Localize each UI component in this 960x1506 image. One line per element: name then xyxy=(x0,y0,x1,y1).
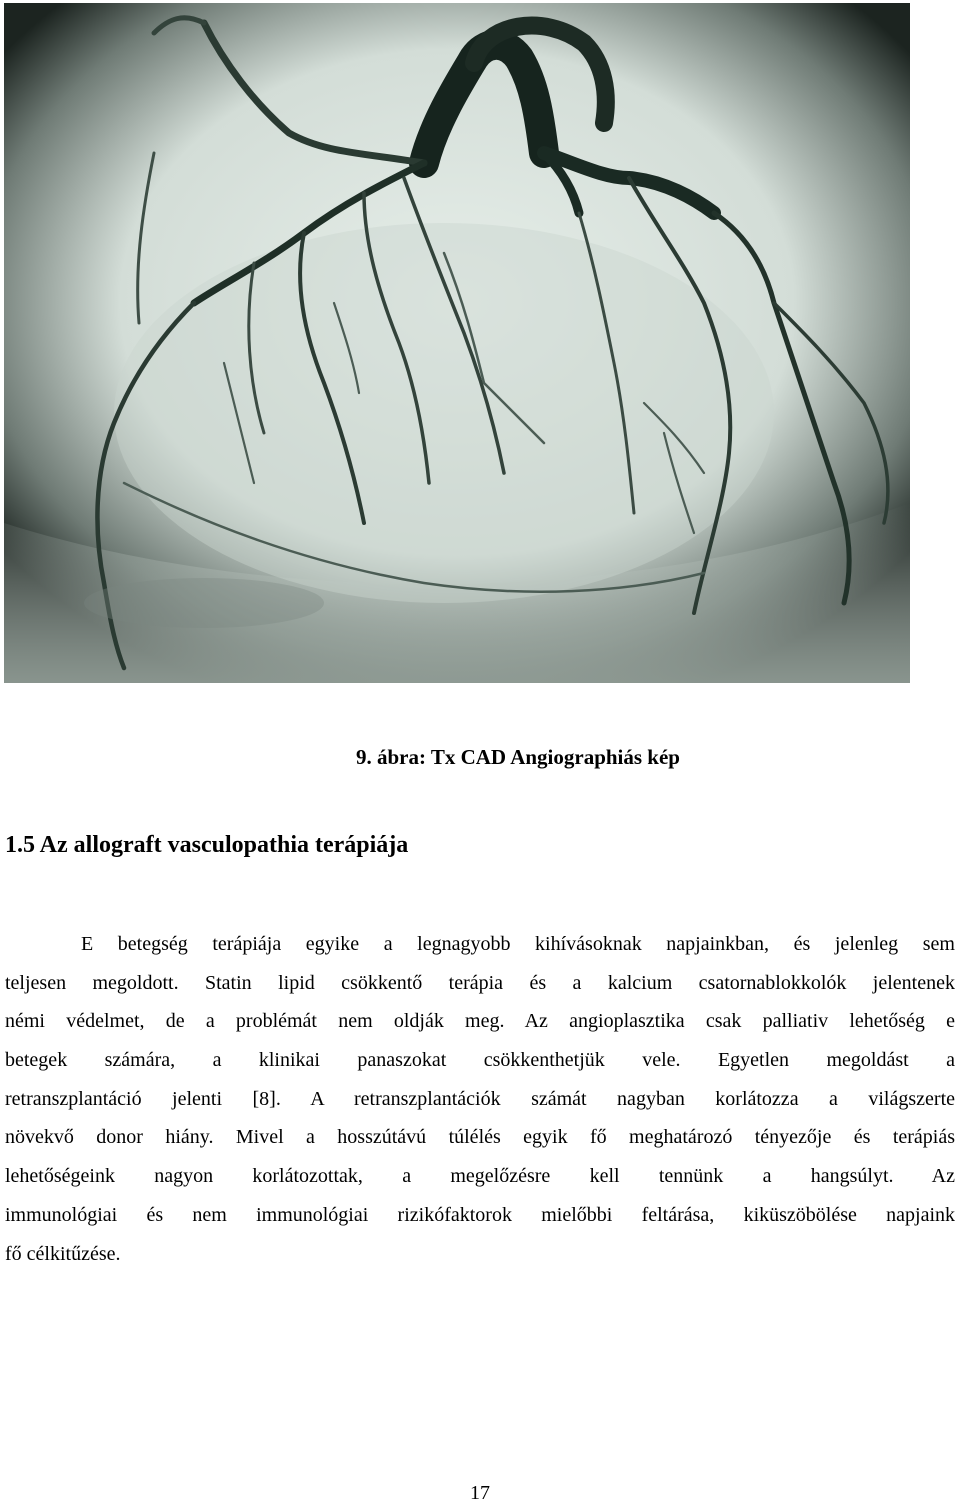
paragraph-line: retranszplantáció jelenti [8]. A retranszplantációk számát nagyban korlátozza a világszerte xyxy=(5,1087,955,1110)
paragraph-line: E betegség terápiája egyike a legnagyobb kihívásoknak napjainkban, és jelenleg sem xyxy=(81,933,955,955)
paragraph-line: fő célkitűzése. xyxy=(5,1242,121,1265)
body-paragraph xyxy=(5,925,955,1273)
paragraph-line: teljesen megoldott. Statin lipid csökkentő terápia és a kalcium csatornablokkolók jelentenek xyxy=(5,971,955,994)
angiography-illustration xyxy=(4,3,910,683)
paragraph-line: betegek számára, a klinikai panaszokat csökkenthetjük vele. Egyetlen megoldást a xyxy=(5,1049,955,1072)
figure-caption xyxy=(0,742,960,772)
section-heading: 1.5 Az allograft vasculopathia terápiája xyxy=(5,832,409,858)
figure-caption-text: 9. ábra: Tx CAD Angiographiás kép xyxy=(355,745,680,769)
paragraph-line: növekvő donor hiány. Mivel a hosszútávú túlélés egyik fő meghatározó tényezője és terápiás xyxy=(5,1126,955,1149)
page-number: 17 xyxy=(470,1482,490,1504)
paragraph-line: lehetőségeink nagyon korlátozottak, a megelőzésre kell tennünk a hangsúlyt. Az xyxy=(5,1165,955,1188)
paragraph-line: némi védelmet, de a problémát nem oldják meg. Az angioplasztika csak palliativ lehetőség e xyxy=(5,1010,955,1033)
angiography-image xyxy=(4,3,910,683)
paragraph-line: immunológiai és nem immunológiai rizikófaktorok mielőbbi feltárása, kiküszöbölése napjaink xyxy=(5,1203,955,1226)
